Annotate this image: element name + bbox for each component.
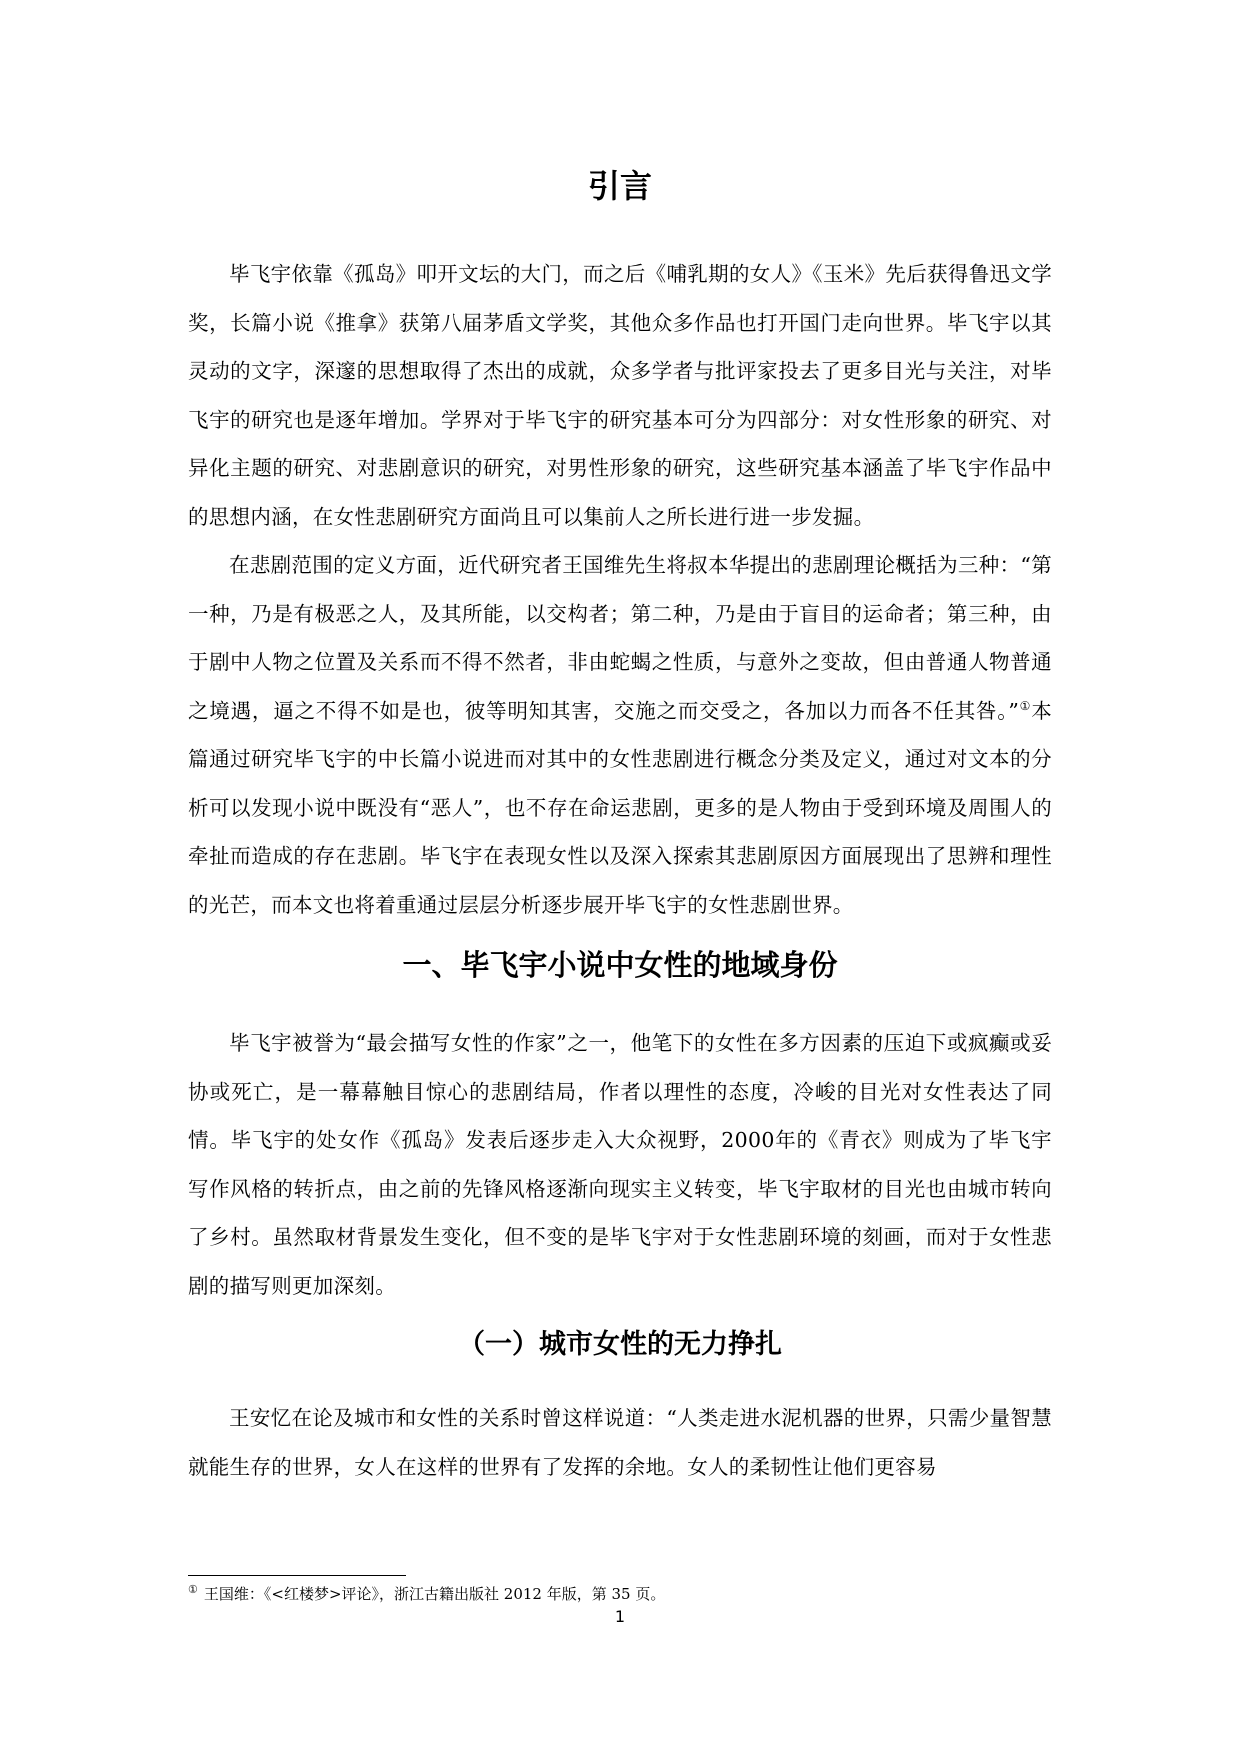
- document-page: [188, 150, 1052, 1491]
- intro-paragraph-2-text-b: 本篇通过研究毕飞宇的中长篇小说进而对其中的女性悲剧进行概念分类及定义，通过对文本的分析可以发现小说中既没有“恶人”，也不存在命运悲剧，更多的是人物由于受到环境及周围人的牵扯而造成的存在悲剧。毕飞宇在表现女性以及深入探索其悲剧原因方面展现出了思辨和理性的光芒，而本文也将着重通过层层分析逐步展开毕飞宇的女性悲剧世界。: [188, 698, 1052, 917]
- subsection-1-paragraph-1: 王安忆在论及城市和女性的关系时曾这样说道：“人类走进水泥机器的世界，只需少量智慧就能生存的世界，女人在这样的世界有了发挥的余地。女人的柔韧性让他们更容易: [188, 1406, 1052, 1479]
- footnote-mark: ①: [188, 1583, 198, 1596]
- page-number: 1: [614, 1607, 626, 1626]
- subsection-title: （一）城市女性的无力挣扎: [458, 1329, 782, 1360]
- footnote-separator: [188, 1575, 406, 1576]
- footnote-text: 王国维：《<红楼梦>评论》，浙江古籍出版社 2012 年版，第 35 页。: [203, 1585, 666, 1603]
- section-1-paragraph-1: 毕飞宇被誉为“最会描写女性的作家”之一，他笔下的女性在多方因素的压迫下或疯癫或妥协或死亡，是一幕幕触目惊心的悲剧结局，作者以理性的态度，冷峻的目光对女性表达了同情。毕飞宇的处女作《孤岛》发表后逐步走入大众视野，2000年的《青衣》则成为了毕飞宇写作风格的转折点，由之前的先锋风格逐渐向现实主义转变，毕飞宇取材的目光也由城市转向了乡村。虽然取材背景发生变化，但不变的是毕飞宇对于女性悲剧环境的刻画，而对于女性悲剧的描写则更加深刻。: [188, 1031, 1052, 1298]
- section-title: 一、毕飞宇小说中女性的地域身份: [402, 948, 838, 982]
- chapter-title: 引言: [587, 167, 652, 205]
- intro-paragraph-2: [188, 541, 1052, 929]
- intro-paragraph-2-text-a: 在悲剧范围的定义方面，近代研究者王国维先生将叔本华提出的悲剧理论概括为三种：“第一种，乃是有极恶之人，及其所能，以交构者；第二种，乃是由于盲目的运命者；第三种，由于剧中人物之位置及关系而不得不然者，非由蛇蝎之性质，与意外之变故，但由普通人物普通之境遇，逼之不得不如是也，彼等明知其害，交施之而交受之，各加以力而各不任其咎。”: [188, 553, 1052, 723]
- footnote-reference[interactable]: ①: [1019, 698, 1032, 713]
- footnote: [188, 1583, 1052, 1605]
- intro-paragraph-1: 毕飞宇依靠《孤岛》叩开文坛的大门，而之后《哺乳期的女人》《玉米》先后获得鲁迅文学奖，长篇小说《推拿》获第八届茅盾文学奖，其他众多作品也打开国门走向世界。毕飞宇以其灵动的文字，深邃的思想取得了杰出的成就，众多学者与批评家投去了更多目光与关注，对毕飞宇的研究也是逐年增加。学界对于毕飞宇的研究基本可分为四部分：对女性形象的研究、对异化主题的研究、对悲剧意识的研究，对男性形象的研究，这些研究基本涵盖了毕飞宇作品中的思想内涵，在女性悲剧研究方面尚且可以集前人之所长进行进一步发掘。: [188, 262, 1052, 529]
